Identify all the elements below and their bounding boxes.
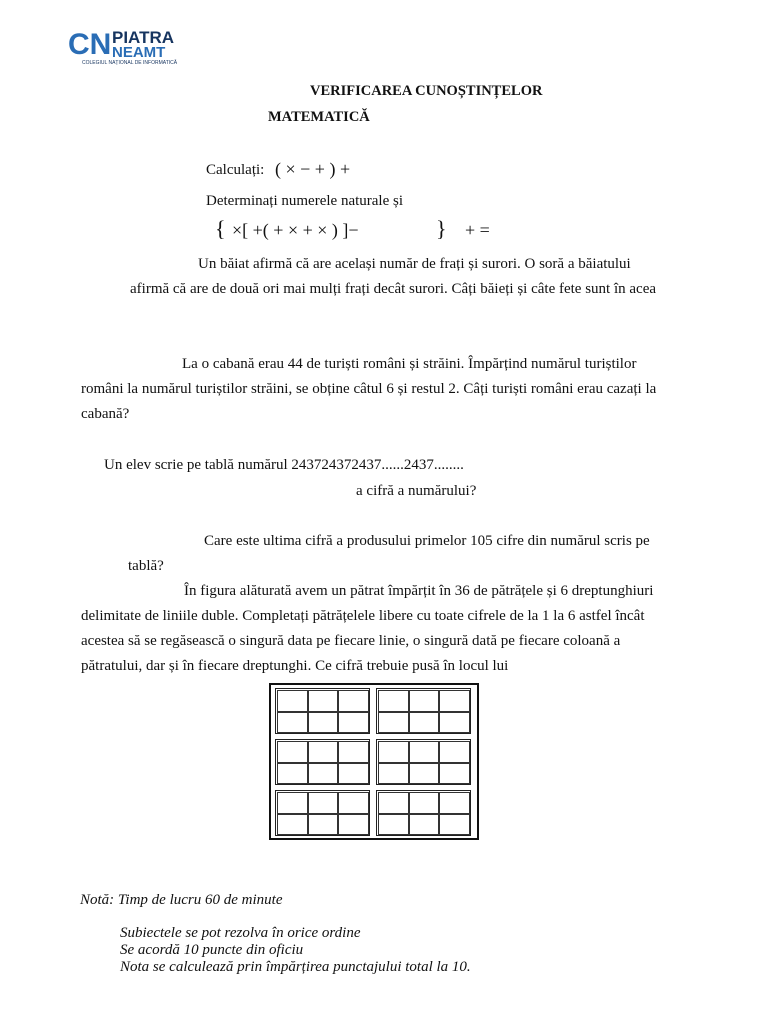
grid-rectangle bbox=[376, 739, 471, 785]
ex2-expression: ×[ +( + × + × ) ]− bbox=[232, 220, 359, 240]
ex4-line2: români la numărul turiștilor străini, se obține câtul 6 și restul 2. Câți turiști români erau cazați la bbox=[81, 381, 657, 397]
grid-cell bbox=[277, 814, 308, 836]
grid-cell bbox=[439, 792, 470, 814]
grid-cell bbox=[378, 741, 409, 763]
page-title: VERIFICAREA CUNOȘTINȚELOR bbox=[310, 83, 543, 99]
logo-text-bottom: NEAMT bbox=[112, 44, 166, 61]
ex3-line1: Un băiat afirmă că are același număr de frați și surori. O soră a băiatului bbox=[198, 256, 631, 272]
grid-cell bbox=[378, 712, 409, 734]
grid-cell bbox=[277, 712, 308, 734]
grid-cell bbox=[439, 690, 470, 712]
grid-cell bbox=[338, 763, 369, 785]
ex5-line1: Un elev scrie pe tablă numărul 243724372437......2437........ bbox=[104, 457, 464, 473]
ex4-line3: cabană? bbox=[81, 406, 130, 422]
grid-cell bbox=[409, 712, 440, 734]
grid-cell bbox=[308, 792, 339, 814]
grid-cell bbox=[308, 814, 339, 836]
ex5-line2: a cifră a numărului? bbox=[356, 483, 477, 499]
note-grading: Nota se calculează prin împărțirea punctajului total la 10. bbox=[120, 959, 471, 975]
ex2-label: Determinați numerele naturale și bbox=[206, 193, 403, 209]
ex6-line2: delimitate de liniile duble. Completați pătrățelele libere cu toate cifrele de la 1 la 6 astfel încât bbox=[81, 608, 645, 624]
grid-cell bbox=[308, 763, 339, 785]
grid-cell bbox=[277, 792, 308, 814]
grid-cell bbox=[409, 814, 440, 836]
grid-rectangle bbox=[376, 688, 471, 734]
ex6-line1: În figura alăturată avem un pătrat împărțit în 36 de pătrățele și 6 dreptunghiuri bbox=[184, 583, 654, 599]
note-time: Notă: Timp de lucru 60 de minute bbox=[80, 892, 283, 908]
ex3-line2: afirmă că are de două ori mai mulți frați decât surori. Câți băieți și câte fete sunt în acea bbox=[130, 281, 657, 297]
grid-cell bbox=[308, 712, 339, 734]
grid-cell bbox=[439, 814, 470, 836]
grid-cell bbox=[439, 741, 470, 763]
school-logo bbox=[68, 26, 203, 66]
grid-cell bbox=[338, 741, 369, 763]
logo-text-top: PIATRA bbox=[112, 28, 175, 47]
grid-cell bbox=[409, 763, 440, 785]
ex2-expression-tail: + = bbox=[465, 220, 490, 240]
grid-cell bbox=[277, 690, 308, 712]
grid-rectangle bbox=[275, 688, 370, 734]
grid-cell bbox=[338, 814, 369, 836]
grid-cell bbox=[308, 741, 339, 763]
grid-cell bbox=[439, 712, 470, 734]
ex4-line1: La o cabană erau 44 de turiști români și străini. Împărțind numărul turiștilor bbox=[182, 356, 637, 372]
ex1-label: Calculați: bbox=[206, 162, 265, 178]
page-subtitle: MATEMATICĂ bbox=[268, 109, 370, 125]
note-points: Se acordă 10 puncte din oficiu bbox=[120, 942, 304, 958]
ex1-expression: ( × − + ) + bbox=[275, 159, 351, 179]
grid-cell bbox=[409, 741, 440, 763]
grid-cell bbox=[308, 690, 339, 712]
note-order: Subiectele se pot rezolva în orice ordine bbox=[120, 925, 361, 941]
grid-cell bbox=[338, 712, 369, 734]
grid-cell bbox=[378, 690, 409, 712]
ex5-line3: Care este ultima cifră a produsului primelor 105 cifre din numărul scris pe bbox=[204, 533, 650, 549]
grid-rectangle bbox=[275, 739, 370, 785]
grid-cell bbox=[277, 741, 308, 763]
grid-cell bbox=[409, 690, 440, 712]
grid-cell bbox=[409, 792, 440, 814]
grid-cell bbox=[338, 792, 369, 814]
grid-cell bbox=[277, 763, 308, 785]
ex6-line3: acestea să se regăsească o singură data pe fiecare linie, o singură dată pe fiecare coloană a bbox=[81, 633, 621, 649]
grid-cell bbox=[439, 763, 470, 785]
ex2-brace-close: } bbox=[436, 216, 447, 241]
grid-cell bbox=[378, 763, 409, 785]
ex2-brace-open: { bbox=[215, 216, 226, 241]
ex5-line4: tablă? bbox=[128, 558, 164, 574]
logo-letters: CN bbox=[68, 28, 112, 61]
grid-cell bbox=[378, 814, 409, 836]
grid-cell bbox=[338, 690, 369, 712]
grid-rectangle bbox=[376, 790, 471, 836]
logo-subtitle: COLEGIUL NAȚIONAL DE INFORMATICĂ bbox=[82, 60, 178, 66]
grid-rectangle bbox=[275, 790, 370, 836]
latin-square-grid bbox=[269, 683, 479, 840]
ex6-line4: pătratului, dar și în fiecare dreptunghi. Ce cifră trebuie pusă în locul lui bbox=[81, 658, 509, 674]
grid-cell bbox=[378, 792, 409, 814]
logo-graphic bbox=[68, 26, 203, 66]
